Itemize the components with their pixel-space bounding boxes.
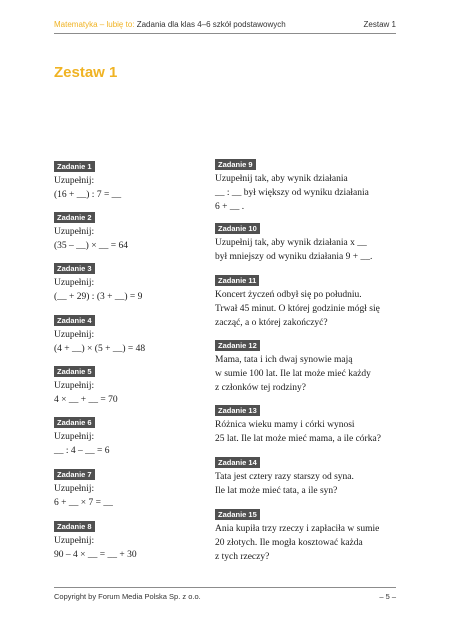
- task-text-line: w sumie 100 lat. Ile lat może mieć każdy: [215, 369, 371, 379]
- task-text-line: (16 + __) : 7 = __: [54, 190, 122, 200]
- task-item: [215, 452, 395, 498]
- task-item: [54, 207, 234, 253]
- task-text-line: Uzupełnij:: [54, 227, 95, 237]
- page-header: [54, 19, 396, 34]
- task-text-line: Uzupełnij:: [54, 330, 95, 340]
- task-label-badge: Zadanie 14: [215, 457, 260, 468]
- task-text-line: 4 × __ + __ = 70: [54, 395, 118, 405]
- task-text-line: był mniejszy od wyniku działania 9 + __.: [215, 252, 373, 262]
- task-text-line: 20 złotych. Ile mogła kosztować każda: [215, 538, 363, 548]
- task-text-line: 6 + __ × 7 = __: [54, 498, 113, 508]
- task-item: [54, 156, 234, 202]
- task-text-line: Uzupełnij tak, aby wynik działania x __: [215, 238, 367, 248]
- header-section: Matematyka – lubię to:: [54, 20, 135, 29]
- task-label-badge: Zadanie 3: [54, 263, 95, 274]
- task-text-line: z członków tej rodziny?: [215, 383, 307, 393]
- task-item: [54, 464, 234, 510]
- task-text-line: Ile lat może mieć tata, a ile syn?: [215, 486, 338, 496]
- task-item: [215, 270, 395, 330]
- header-title: Zadania dla klas 4–6 szkół podstawowych: [136, 20, 286, 29]
- task-label-badge: Zadanie 4: [54, 315, 95, 326]
- task-item: [54, 516, 234, 562]
- task-label-badge: Zadanie 9: [215, 159, 256, 170]
- page-number: – 5 –: [379, 592, 396, 601]
- task-item: [54, 310, 234, 356]
- task-text-line: Uzupełnij:: [54, 381, 95, 391]
- task-label-badge: Zadanie 7: [54, 469, 95, 480]
- task-text-line: __ : 4 – __ = 6: [54, 446, 110, 456]
- task-label-badge: Zadanie 11: [215, 275, 259, 286]
- task-text-line: Uzupełnij:: [54, 176, 95, 186]
- task-label-badge: Zadanie 5: [54, 366, 95, 377]
- task-label-badge: Zadanie 10: [215, 223, 260, 234]
- page-footer: [54, 587, 396, 604]
- task-text-line: Trwał 45 minut. O której godzinie mógł się: [215, 304, 380, 314]
- task-text-line: (4 + __) × (5 + __) = 48: [54, 344, 146, 354]
- task-text-line: Koncert życzeń odbył się po południu.: [215, 290, 362, 300]
- page-title: Zestaw 1: [54, 64, 118, 81]
- task-text-line: Tata jest cztery razy starszy od syna.: [215, 472, 354, 482]
- task-item: [215, 218, 395, 264]
- task-text-line: 6 + __ .: [215, 202, 245, 212]
- task-text-line: Różnica wieku mamy i córki wynosi: [215, 420, 355, 430]
- task-text-line: __ : __ był większy od wyniku działania: [215, 188, 369, 198]
- task-item: [215, 154, 395, 214]
- task-text-line: (35 – __) × __ = 64: [54, 241, 129, 251]
- task-item: [54, 412, 234, 458]
- task-text-line: Uzupełnij:: [54, 536, 95, 546]
- task-label-badge: Zadanie 15: [215, 509, 260, 520]
- task-text-line: Ania kupiła trzy rzeczy i zapłaciła w sumie: [215, 524, 380, 534]
- task-label-badge: Zadanie 1: [54, 161, 95, 172]
- task-item: [215, 335, 395, 395]
- task-text-line: 90 – 4 × __ = __ + 30: [54, 550, 137, 560]
- task-item: [215, 400, 395, 446]
- task-text-line: z tych rzeczy?: [215, 552, 270, 562]
- task-text-line: Uzupełnij tak, aby wynik działania: [215, 174, 348, 184]
- header-set-label: Zestaw 1: [363, 20, 396, 29]
- task-text-line: Mama, tata i ich dwaj synowie mają: [215, 355, 353, 365]
- task-item: [215, 504, 395, 564]
- task-text-line: (__ + 29) : (3 + __) = 9: [54, 292, 143, 302]
- task-text-line: Uzupełnij:: [54, 278, 95, 288]
- task-label-badge: Zadanie 2: [54, 212, 95, 223]
- task-text-line: zacząć, a o której zakończyć?: [215, 318, 328, 328]
- task-label-badge: Zadanie 8: [54, 521, 95, 532]
- task-label-badge: Zadanie 13: [215, 405, 260, 416]
- header-breadcrumb: [54, 19, 286, 31]
- task-item: [54, 258, 234, 304]
- task-text-line: 25 lat. Ile lat może mieć mama, a ile córka?: [215, 434, 381, 444]
- footer-copyright: Copyright by Forum Media Polska Sp. z o.o.: [54, 592, 201, 601]
- task-text-line: Uzupełnij:: [54, 432, 95, 442]
- task-text-line: Uzupełnij:: [54, 484, 95, 494]
- task-item: [54, 361, 234, 407]
- task-label-badge: Zadanie 12: [215, 340, 260, 351]
- task-label-badge: Zadanie 6: [54, 417, 95, 428]
